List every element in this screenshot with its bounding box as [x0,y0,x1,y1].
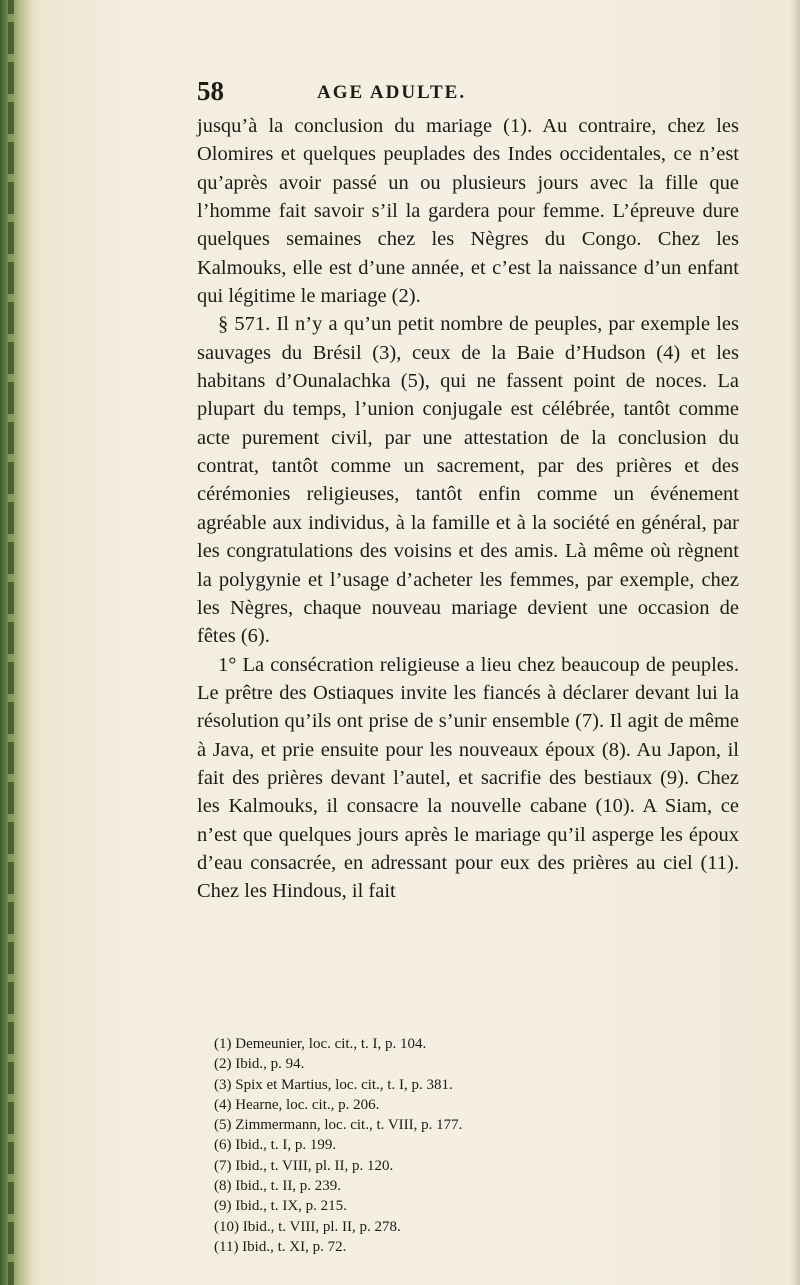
footnote: (4) Hearne, loc. cit., p. 206. [214,1096,380,1113]
binding-stripe [8,0,14,1285]
body-text [197,112,739,906]
footnote: (10) Ibid., t. VIII, pl. II, p. 278. [214,1218,401,1235]
footnote: (8) Ibid., t. II, p. 239. [214,1178,342,1195]
footnote: (3) Spix et Martius, loc. cit., t. I, p. 381. [214,1076,453,1093]
page-header [197,76,737,116]
running-head: AGE ADULTE. [317,82,467,103]
footnote: (1) Demeunier, loc. cit., t. I, p. 104. [214,1036,427,1052]
page-right-edge [790,0,800,1285]
footnote: (6) Ibid., t. I, p. 199. [214,1137,337,1154]
book-binding-edge [0,0,44,1285]
footnote: (7) Ibid., t. VIII, pl. II, p. 120. [214,1157,394,1174]
paragraph-3: 1° La consécration religieuse a lieu chez beaucoup de peuples. Le prêtre des Ostiaques invite les fiancés à déclarer devant lui la résolution qu’ils ont prise de s’unir ensemble (7). Il agit de même à Java, et prie ensuite pour les nouveaux époux (8). Au Japon, il fait des prières devant l’autel, et sacrifie des bestiaux (9). Chez les Kalmouks, il consacre la nouvelle cabane (10). A Siam, ce n’est que quelques jours après le mariage qu’il asperge les époux d’eau consacrée, en adressant pour eux des prières au ciel (11). Chez les Hindous, il fait [197,653,739,903]
footnote: (2) Ibid., p. 94. [214,1056,305,1073]
footnote: (11) Ibid., t. XI, p. 72. [214,1238,347,1255]
paragraph-1: jusqu’à la conclusion du mariage (1). Au contraire, chez les Olomires et quelques peuplades des Indes occidentales, ce n’est qu’après avoir passé un ou plusieurs jours avec la fille que l’homme fait savoir s’il la gardera pour femme. L’épreuve dure quelques semaines chez les Nègres du Congo. Chez les Kalmouks, elle est d’une année, et c’est la naissance d’un enfant qui légitime le mariage (2). [197,115,739,308]
paragraph-2: § 571. Il n’y a qu’un petit nombre de peuples, par exemple les sauvages du Brésil (3), ceux de la Baie d’Hudson (4) et les habitans d’Ounalachka (5), qui ne fassent point de noces. La plupart du temps, l’union conjugale est célébrée, tantôt comme acte purement civil, par une attestation de la conclusion du contrat, tantôt comme un sacrement, par des prières et des cérémonies religieuses, tantôt enfin comme un événement agréable aux individus, à la famille et à la société en général, par les congratulations des voisins et des amis. Là même où règnent la polygynie et l’usage d’acheter les femmes, par exemple, chez les Nègres, chaque nouveau mariage devient une occasion de fêtes (6). [197,313,739,648]
page-number: 58 [197,76,224,106]
footnote: (5) Zimmermann, loc. cit., t. VIII, p. 177. [214,1117,463,1134]
footnotes [214,1034,734,1257]
footnote: (9) Ibid., t. IX, p. 215. [214,1198,347,1215]
